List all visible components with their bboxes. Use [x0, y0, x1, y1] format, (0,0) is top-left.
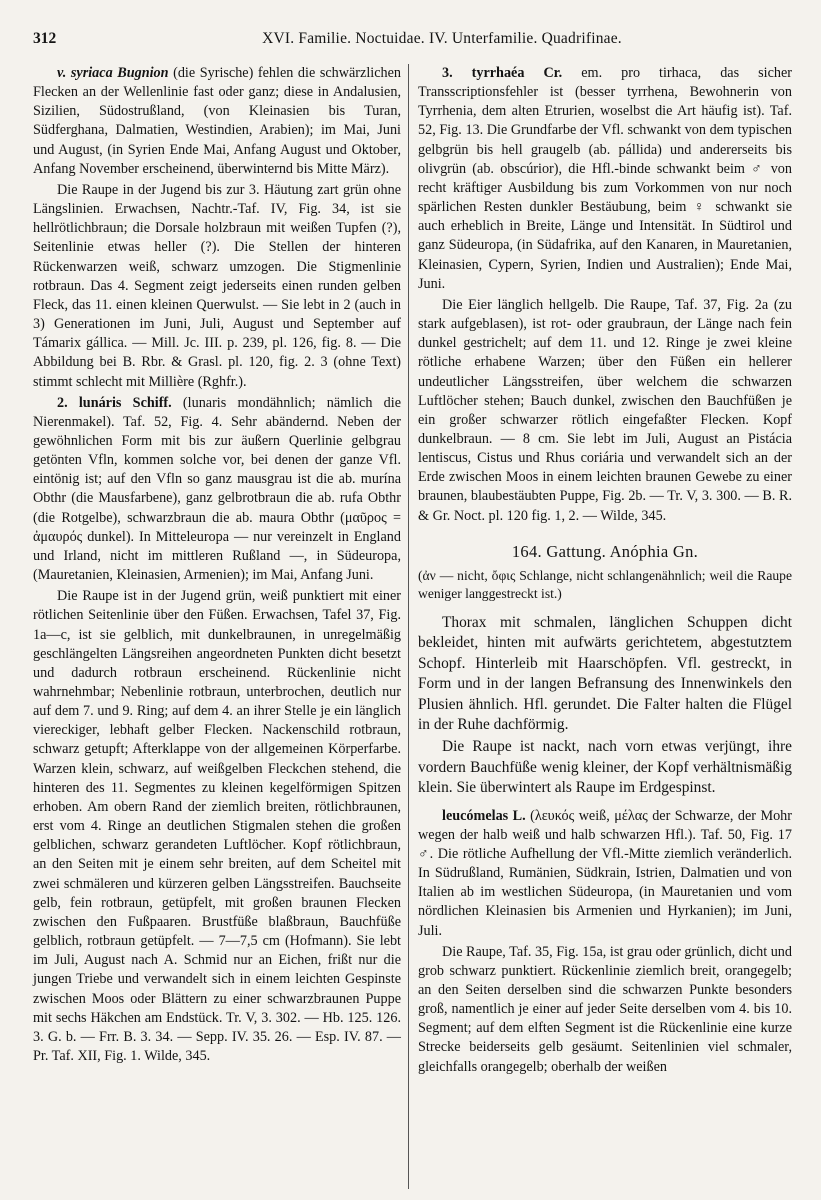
genus-etymology: (ἀν — nicht, ὄφις Schlange, nicht schlangenähnlich; weil die Raupe weniger langgestreckt ist.): [418, 567, 792, 601]
text-tyrrhaea: em. pro tirhaca, das sicher Transscriptionsfehler ist (besser tyrrhena, Bewohnerin von Tyrrhenia, dem alten Etrurien, woselbst die Art häufig ist). Taf. 52, Fig. 13. Die Grundfarbe der Vfl. schwankt von dem typischen gelbgrün bis hell graugelb (ab. pállida) und andererseits bis olivgrün (ab. obscúrior), die Hfl.-binde schwankt beim ♂ von recht kräftiger Ausbildung bis zum Vorkommen von nur noch spärlichen Resten dunkler Bestäubung, beim ♀ schwankt sie auch erheblich in Breite, Länge und Intensität. In Südtirol und ganz Südeuropa, (in Südafrika, auf den Kanaren, in Mauretanien, Kleinasien, Cypern, Syrien, Indien und Australien); Ende Mai, Juni.: [418, 65, 792, 292]
taxon-leucomelas: leucómelas L.: [442, 807, 526, 824]
paragraph-lunaris: [33, 394, 401, 586]
taxon-syriaca: v. syriaca Bugnion: [57, 65, 169, 81]
genus-raupe: Die Raupe ist nackt, nach vorn etwas verjüngt, ihre vordern Bauchfüße wenig kleiner, der Kopf verhältnismäßig klein. Sie überwintert als Raupe im Erdgespinst.: [418, 738, 792, 797]
genus-description: Thorax mit schmalen, länglichen Schuppen dicht bekleidet, hinten mit aufwärts gerichtetem, abgestutztem Schopf. Hinterleib mit Haarschöpfen. Vfl. gestreckt, in Form und in der langen Befransung des Innenwinkels den Plusien ähnlich. Hfl. gerundet. Die Falter halten die Flügel in der Ruhe dachförmig.: [418, 613, 792, 733]
right-column: [418, 64, 792, 1077]
page-header: [33, 30, 791, 54]
page-number: 312: [33, 30, 57, 47]
text-leucomelas: (λευκός weiß, μέλας der Schwarze, der Mohr wegen der halb weiß und halb schwarzen Hfl.). Taf. 50, Fig. 17 ♂. Die rötliche Aufhellung der Vfl.-Mitte ziemlich veränderlich. In Südrußland, Rumänien, Südkrain, Istrien, Dalmatien und von Italien ab im westlichen Südeuropa, (in Mauretanien und vom nördlichen Kleinasien bis Armenien und Hyrkanien); im Juni, Juli.: [418, 807, 793, 939]
paragraph-tyrrhaea: [418, 64, 792, 294]
taxon-tyrrhaea: 3. tyrrhaéa Cr.: [442, 65, 563, 81]
taxon-lunaris: 2. lunáris Schiff.: [57, 394, 172, 411]
text-syriaca: (die Syrische) fehlen die schwärzlichen Flecken an der Wellenlinie fast oder ganz; diese in Andalusien, Sizilien, Südostrußland, (von Kleinasien bis Turan, Südferghana, Dalmatien, Westindien, Arabien); im Mai, Juni und August, (in Syrien Ende Mai, Anfang August und Oktober, Anfang November erscheinend, überwinternd bis Mitte März).: [33, 65, 401, 177]
paragraph-raupe-syriaca: Die Raupe in der Jugend bis zur 3. Häutung zart grün ohne Längslinien. Erwachsen, Nachtr.-Taf. IV, Fig. 34, ist sie hellrötlichbraun; die Dorsale holzbraun mit weißen Tupfen (?), Seitenlinie etwas heller (?). Die Stellen der hinteren Rückenwarzen weiß, schwarz umzogen. Die Stigmenlinie rotbraun. Das 4. Segment zeigt jederseits einen runden gelben Fleck, das 11. einen kleinen Querwulst. — Sie lebt in 2 (auch in 3) Generationen im Juni, Juli, August und September auf Támarix gállica. — Mill. Jc. III. p. 239, pl. 126, fig. 8. — Die Abbildung bei B. Rbr. & Grasl. pl. 120, fig. 2. 3 (ohne Text) stimmt schlecht mit Millière (Rghfr.).: [33, 181, 401, 390]
paragraph-raupe-tyrrhaea: Die Eier länglich hellgelb. Die Raupe, Taf. 37, Fig. 2a (zu stark aufgeblasen), ist rot- oder graubraun, der Länge nach fein dunkel gestrichelt; auf dem 11. und 12. Ringe je zwei kleine rötliche erhabene Warzen; über den Füßen ein hellerer undeutlicher Längsstreifen, über welchem die schwarzen Luftlöcher stehen; Bauch dunkel, zwischen den Bauchfüßen je ein großer schwarzer rötlich eingefaßter Flecken. Kopf dunkelbraun. — 8 cm. Sie lebt im Juli, August an Pistácia lentiscus, Cistus und Rhus coriária und verwandelt sich an der Erde zwischen Moos in einem leichten braunen Gewebe zu einer braunen, blaubestäubten Puppe, Fig. 2b. — Tr. V, 3. 300. — B. R. & Gr. Noct. pl. 120 fig. 1, 2. — Wilde, 345.: [418, 296, 792, 524]
genus-heading: 164. Gattung. Anóphia Gn.: [511, 541, 699, 561]
running-head: XVI. Familie. Noctuidae. IV. Unterfamilie. Quadrifinae.: [262, 30, 622, 47]
paragraph-raupe-lunaris: Die Raupe ist in der Jugend grün, weiß punktiert mit einer rötlichen Seitenlinie über den Füßen. Erwachsen, Tafel 37, Fig. 1a—c, ist sie gelblich, mit dunkelbraunen, in unregelmäßig geschlängelten Längsreihen angeordneten Punkten dicht besetzt und dadurch rotbraun erscheinend. Rückenlinie nicht wahrnehmbar; Nebenlinie rotbraun, unterbrochen, deutlich nur auf dem 7. und 9. Ring; auf dem 4. an ihrer Stelle je ein länglich viereckiger, lebhaft gelber Flecken. Nackenschild rotbraun, schwarz getupft; Afterklappe von der allgemeinen Körperfarbe. Warzen klein, schwarz, auf weißgelben Fleckchen stehend, die hinteren des 11. Segmentes zu kleinen kegelförmigen Spitzen erhoben. Am obern Rand der ziemlich breiten, rötlichbraunen, erst vom 4. Ringe an deutlichen Stigmalen stehen die großen gelblichen, schwarz gerandeten Luftlöcher. Kopf rötlichbraun, an den Seiten mit je einem sehr breiten, auf dem Scheitel mit zwei schmäleren und kürzeren gelben Längsstreifen. Bauchseite gelb, fein rotbraun, getüpfelt, mit großen braunen Flecken zwischen den Fußpaaren. Brustfüße blaßbraun, Bauchfüße gelblich, rotbraun getüpfelt. — 7—7,5 cm (Hofmann). Sie lebt im Juli, August nach A. Schmid nur an Eichen, frißt nur die jungen Triebe und verwandelt sich in einem leichten Gespinste zwischen Moos oder Blättern zu einer schwarzbraunen Puppe mit sechs Häkchen am Endstück. Tr. V, 3. 302. — Hb. 125. 126. 3. G. b. — Frr. B. 3. 34. — Sepp. IV. 35. 26. — Esp. IV. 87. — Pr. Taf. XII, Fig. 1. Wilde, 345.: [33, 588, 401, 1064]
paragraph-raupe-leucomelas: Die Raupe, Taf. 35, Fig. 15a, ist grau oder grünlich, dicht und grob schwarz punktiert. Rückenlinie ziemlich breit, orangegelb; an den Seiten derselben sind die schwarzen Punkte besonders groß, namentlich je einer auf jeder Seite derselben vom 4. bis 10. Segment; auf dem elften Segment ist die Rückenlinie eine kurze Strecke beiderseits gelb gesäumt. Seitenlinien viel schmaler, gleichfalls orangegelb; oberhalb der weißen: [418, 943, 792, 1075]
paragraph-syriaca: [33, 64, 401, 179]
paragraph-leucomelas: [418, 807, 792, 941]
left-column: [33, 64, 401, 1066]
column-divider: [408, 64, 409, 1189]
text-lunaris: (lunaris mondähnlich; nämlich die Nierenmakel). Taf. 52, Fig. 4. Sehr abändernd. Neben der gewöhnlichen Form mit bis zur äußern Querlinie gelbgrau getönten Vfln, kommen solche vor, bei denen der ganze Vfl. eintönig ist; auf den Vfln so ganz mausgrau ist die ab. murína Obthr (die Mausfarbene), ganz gelbrotbraun die ab. rufa Obthr (die Rotgelbe), schwarzbraun die ab. maura Obthr (μαῦρος = ἀμαυρός dunkel). In Mitteleuropa — nur vereinzelt in England und Irland, nicht im mittleren Rußland —, in Südeuropa, (Mauretanien, Kleinasien, Armenien); im Mai, Anfang Juni.: [33, 394, 402, 584]
